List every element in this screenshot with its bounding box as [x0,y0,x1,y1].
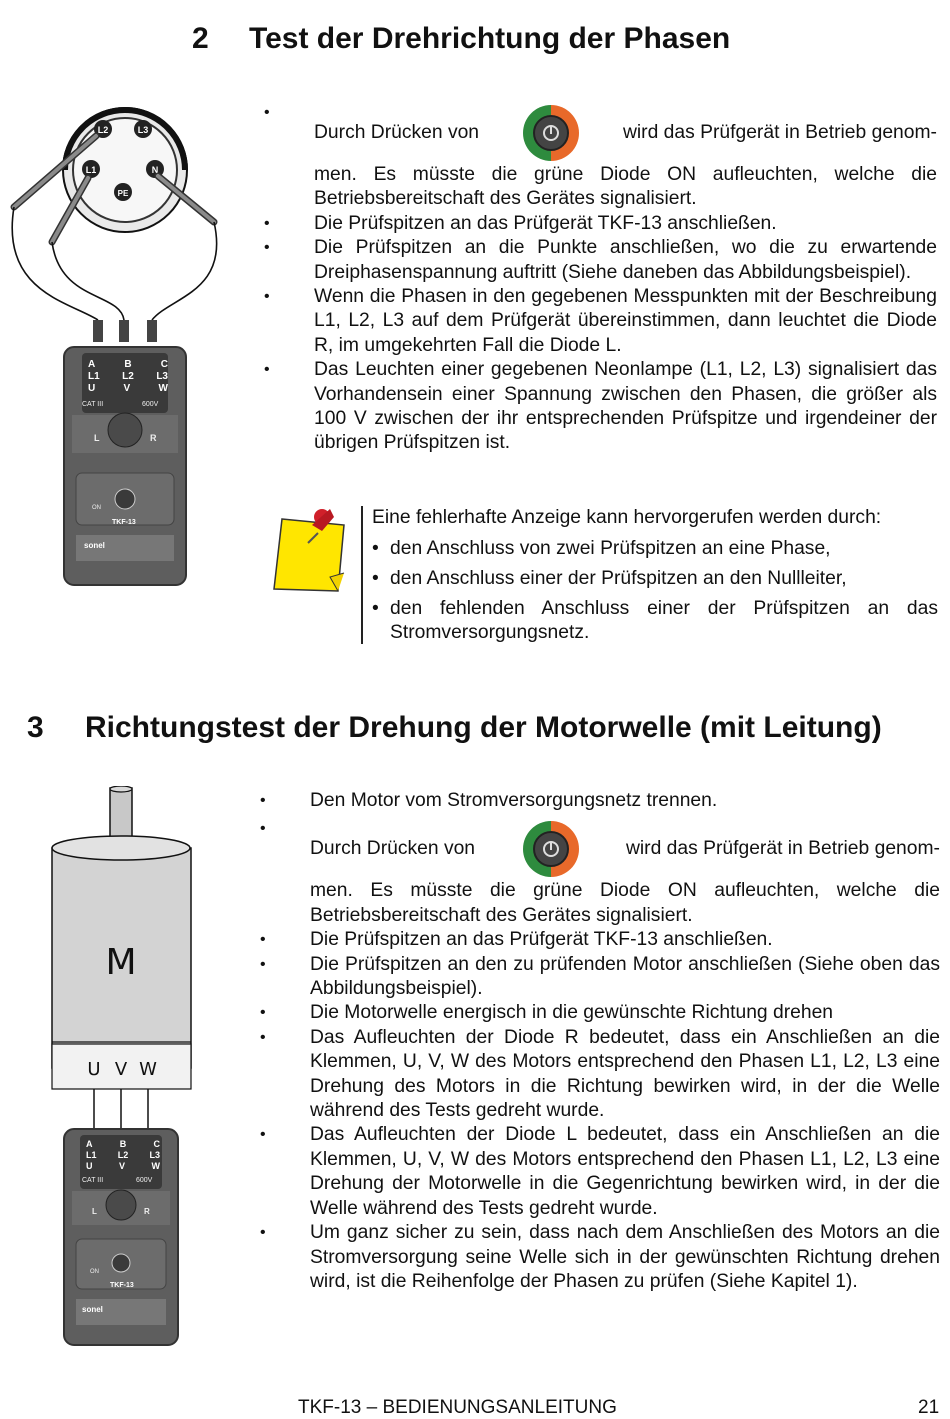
device-label-a: A [86,1139,93,1149]
device-on-label: ON [92,505,101,511]
list-item: • Das Leuchten einer gegebenen Neonlampe (L1, L2, L3) signalisiert das Vorhandensein einer Spannung zwischen den Phasen, die größer als 100 V zwischen der ihr entsprechenden Prüfspitze und irgendeiner der übrigen Prüfspitzen ist. [264,358,937,456]
device-label-c: C [160,359,168,370]
list-item: • Die Motorwelle energisch in die gewünschte Richtung drehen [260,1001,940,1025]
note-box [361,506,938,644]
three-phase-socket-illustration [0,92,250,352]
device-label-w: W [158,383,168,394]
device-label-v: V [123,383,131,394]
bullet-text-c: men. Es müsste die grüne Diode ON aufleuchten, welche die Betriebsbereitschaft des Gerätes signalisiert. [310,880,940,926]
note-item: • den fehlenden Anschluss einer der Prüfspitzen an das Stromversorgungsnetz. [372,597,938,645]
device-r-label: R [144,1207,150,1216]
bullet-text-a: • Durch Drücken von [310,838,476,860]
note-pin-icon [272,503,354,595]
device-cat-label: CAT III [82,401,104,408]
device-label-l1: L1 [88,371,100,382]
list-item: • Die Prüfspitzen an das Prüfgerät TKF-13 anschließen. [260,928,940,952]
socket-label-l3: L3 [137,125,149,135]
device-l-label: L [92,1207,97,1216]
device-label-b: B [124,359,132,370]
list-item: • Wenn die Phasen in den gegebenen Messpunkten mit der Beschreibung L1, L2, L3 auf dem Prüfgerät übereinstimmen, dann leuchtet die Diode R, im umgekehrten Fall die Diode L. [264,285,937,358]
tkf13-device-top [62,345,188,587]
socket-label-l2: L2 [97,125,109,135]
section-2-bullets [264,101,937,456]
section-number: 2 [192,22,209,55]
device-on-label: ON [90,1269,99,1275]
device-voltage-label: 600V [136,1177,153,1184]
device-label-l1: L1 [86,1150,97,1160]
tkf13-device-bottom [62,1127,180,1347]
list-item: • Das Aufleuchten der Diode L bedeutet, dass ein Anschließen an die Klemmen, U, V, W des Motors entsprechend den Phasen L1, L2, L3 eine Drehung der Motorwelle in die Gegenrichtung bewirken wird, in der die Welle während des Tests gedreht wurde. [260,1123,940,1221]
section-3-bullets [260,789,940,1294]
device-label-l3: L3 [156,371,168,382]
list-item [264,101,937,212]
device-voltage-label: 600V [142,401,159,408]
bullet-text-b: wird das Prüfgerät in Betrieb genom- [622,121,937,143]
section-title: Richtungstest der Drehung der Motorwelle (mit Leitung) [85,711,882,744]
note-intro: Eine fehlerhafte Anzeige kann hervorgerufen werden durch: [372,507,882,528]
device-brand-label: sonel [84,541,105,550]
power-button-icon [520,818,582,880]
section-number: 3 [27,711,44,744]
footer-title: TKF-13 – BEDIENUNGSANLEITUNG [298,1397,617,1418]
device-label-b: B [119,1139,127,1149]
device-label-c: C [153,1139,160,1149]
motor-terminal-u: U [87,1059,101,1080]
device-r-label: R [150,433,157,443]
power-button-icon [520,102,582,164]
note-item: • den Anschluss einer der Prüfspitzen an den Nullleiter, [372,567,938,591]
section-title: Test der Drehrichtung der Phasen [249,22,731,55]
device-label-w: W [151,1161,160,1171]
bullet-text-b: wird das Prüfgerät in Betrieb genom- [625,838,940,860]
section-2-heading [192,22,730,56]
device-brand-label: sonel [82,1305,103,1314]
device-label-u: U [86,1161,93,1171]
motor-terminal-w: W [139,1059,157,1080]
section-3-heading [27,711,882,745]
list-item: • Den Motor vom Stromversorgungsnetz trennen. [260,789,940,813]
list-item [260,817,940,928]
device-label-l3: L3 [149,1150,160,1160]
list-item: • Die Prüfspitzen an die Punkte anschließen, wo die zu erwartende Dreiphasenspannung auftritt (Siehe daneben das Abbildungsbeispiel). [264,236,937,285]
note-item: • den Anschluss von zwei Prüfspitzen an eine Phase, [372,537,938,561]
list-item: • Die Prüfspitzen an den zu prüfenden Motor anschließen (Siehe oben das Abbildungsbeispiel). [260,953,940,1002]
bullet-text-a: • Durch Drücken von [314,121,480,143]
device-label-l2: L2 [117,1150,129,1160]
list-item: • Um ganz sicher zu sein, dass nach dem Anschließen des Motors an die Stromversorgung seine Welle sich in der gewünschten Richtung drehen wird, ist die Reihenfolge der Phasen zu prüfen (Siehe Kapitel 1). [260,1221,940,1294]
socket-label-l1: L1 [85,165,97,175]
device-l-label: L [94,433,100,443]
page-number: 21 [918,1397,940,1418]
device-cat-label: CAT III [82,1177,104,1184]
motor-letter: M [105,942,137,983]
socket-label-n: N [151,165,159,175]
motor-illustration [50,786,195,1131]
list-item: • Das Aufleuchten der Diode R bedeutet, dass ein Anschließen an die Klemmen, U, V, W des Motors entsprechend den Phasen L1, L2, L3 eine Drehung des Motors in die Richtung bewirken wird, in der die Welle während des Tests gedreht wurde. [260,1026,940,1124]
device-label-v: V [118,1161,125,1171]
socket-label-pe: PE [117,189,129,198]
motor-terminal-v: V [114,1059,128,1080]
device-label-u: U [88,383,96,394]
device-label-a: A [88,359,96,370]
bullet-text-c: men. Es müsste die grüne Diode ON aufleuchten, welche die Betriebsbereitschaft des Gerätes signalisiert. [314,164,937,210]
device-model-label: TKF-13 [110,1282,134,1289]
device-label-l2: L2 [122,371,134,382]
device-model-label: TKF-13 [112,519,136,526]
list-item: • Die Prüfspitzen an das Prüfgerät TKF-13 anschließen. [264,212,937,236]
